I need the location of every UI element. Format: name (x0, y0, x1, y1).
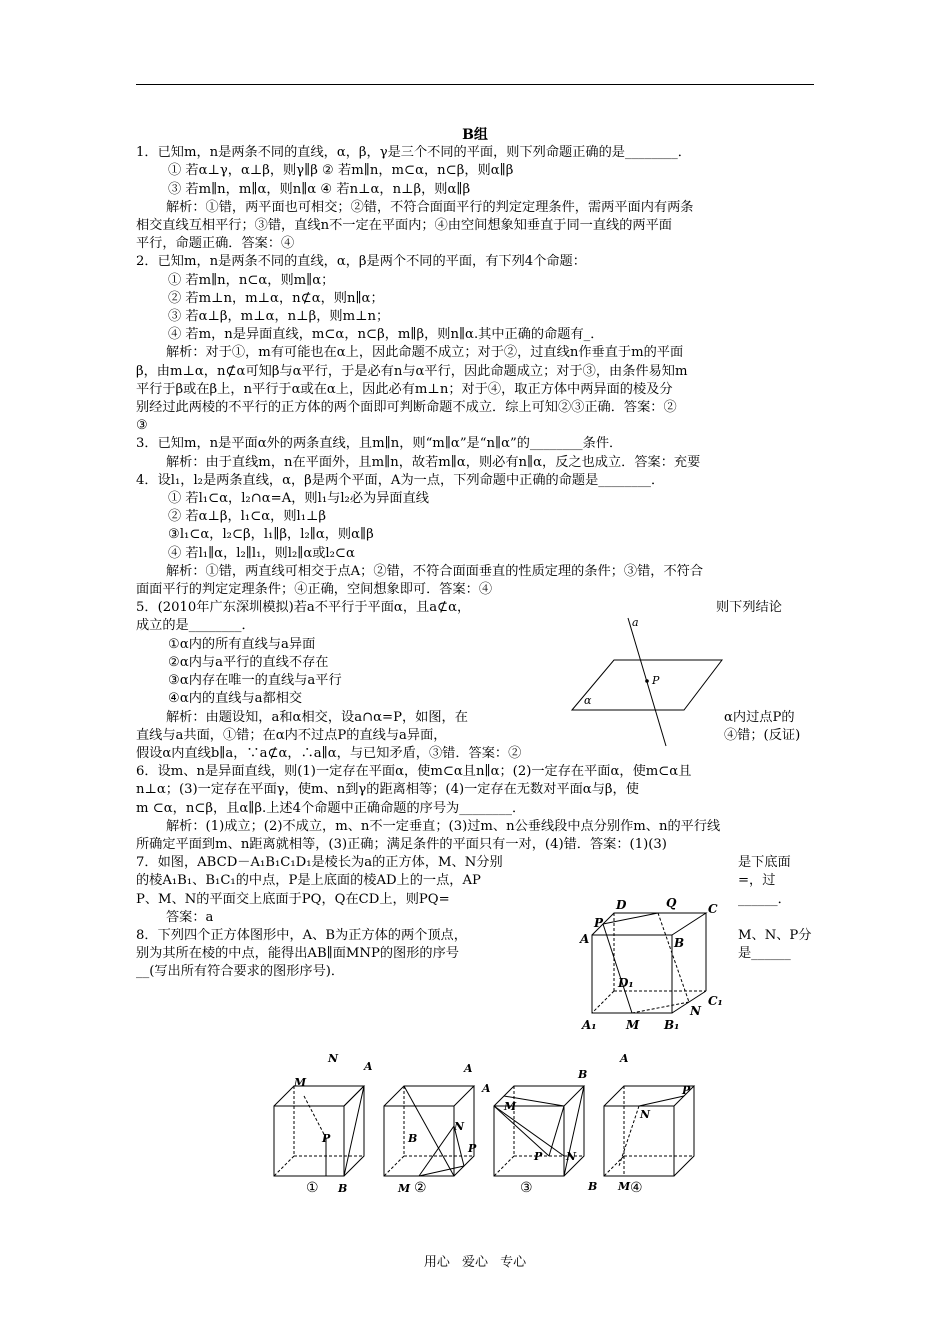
q7-stem-cont-1: 的棱A₁B₁、B₁C₁的中点，P是上底面的棱AD上的一点，AP =，过 (136, 873, 776, 889)
q5-option-4: ④α内的直线与a都相交 (168, 691, 303, 707)
cube4-label-b: B (588, 1180, 598, 1193)
label-d1: D₁ (618, 976, 634, 990)
label-a1: A₁ (582, 1018, 597, 1032)
cube3-label-a: A (482, 1082, 491, 1095)
cube4-label-p: P (682, 1084, 691, 1097)
label-n: N (690, 1004, 701, 1018)
cube2-label-a: A (464, 1062, 473, 1075)
document-body (136, 126, 814, 982)
label-alpha: α (584, 694, 592, 707)
q7-stem: 7．如图，ABCD－A₁B₁C₁D₁是棱长为a的正方体，M、N分别 是下底面 (136, 855, 791, 871)
footer-word-2: 爱心 (461, 1255, 488, 1270)
cube1-label-a: A (364, 1060, 373, 1073)
cube-number-1: ① (306, 1180, 319, 1196)
q5-analysis: 解析：由题设知，a和α相交，设a∩α=P，如图，在 α内过点P的 (166, 709, 795, 725)
footer-word-1: 用心 (423, 1255, 450, 1270)
q2-stem: 2．已知m，n是两条不同的直线，α，β是两个不同的平面，有下列4个命题： (136, 254, 586, 270)
q5-option-3: ③α内存在唯一的直线与a平行 (168, 673, 342, 689)
q4-option-3: ③l₁⊂α，l₂⊂β，l₁∥β，l₂∥α，则α∥β (168, 527, 374, 543)
q6-stem-cont-1: n⊥α；(3)一定存在平面γ，使m、n到γ的距离相等；(4)一定存在无数对平面α与β，使 (136, 782, 639, 798)
q6-stem: 6．设m、n是异面直线，则(1)一定存在平面α，使m⊂α且n∥α；(2)一定存在平面α，使m⊂α且 (136, 764, 692, 780)
q1-stem: 1．已知m，n是两条不同的直线，α，β，γ是三个不同的平面，则下列命题正确的是________． (136, 145, 691, 161)
label-c: C (708, 902, 718, 916)
q6-stem-cont-2: m ⊂α，n⊂β，且α∥β.上述4个命题中正确命题的序号为________． (136, 800, 526, 816)
q2-option-4: ④ 若m，n是异面直线，m⊂α，n⊂β，m∥β，则n∥α.其中正确的命题有_． (168, 327, 604, 343)
q4-option-1: ① 若l₁⊂α，l₂∩α=A，则l₁与l₂必为异面直线 (168, 491, 429, 507)
q1-options-b: ③ 若m∥n，m∥α，则n∥α ④ 若n⊥α，n⊥β，则α∥β (168, 181, 471, 197)
page-footer (0, 1251, 950, 1270)
q2-option-3: ③ 若α⊥β，m⊥α，n⊥β，则m⊥n； (168, 309, 390, 325)
cube2-label-b: B (408, 1132, 418, 1145)
footer-word-3: 专心 (500, 1255, 527, 1270)
cube2-label-n: N (454, 1120, 465, 1133)
cube-hidden-left-bottom (592, 991, 614, 1013)
q2-analysis: 解析：对于①，m有可能也在α上，因此命题不成立；对于②，过直线n作垂直于m的平面 (166, 345, 684, 361)
q3-analysis: 解析：由于直线m，n在平面外，且m∥n，故若m∥α，则必有n∥α，反之也成立．答案：充要 (166, 454, 701, 470)
cube4-label-a: A (620, 1052, 629, 1065)
label-d: D (616, 898, 627, 912)
four-cubes-figure (268, 1048, 708, 1196)
cube1-label-b: B (338, 1182, 348, 1195)
q5-option-2: ②α内与a平行的直线不存在 (168, 654, 329, 670)
q1-analysis-cont: 相交直线互相平行；③错，直线n不一定在平面内；④由空间想象知垂直于同一直线的两平面 (136, 218, 672, 234)
label-c1: C₁ (708, 994, 723, 1008)
label-p: P (652, 674, 660, 687)
cube3-label-n: N (566, 1150, 577, 1163)
cube4-label-m: M (618, 1180, 631, 1193)
q5-stem-cont: 成立的是________． (136, 618, 255, 634)
q5-analysis-cont: 直线与a共面，①错；在α内不过点P的直线与a异面， ④错；(反证) (136, 727, 801, 743)
q8-stem: 8．下列四个正方体图形中，A、B为正方体的两个顶点， M、N、P分 (136, 927, 812, 943)
q6-analysis-cont: 所确定平面到m、n距离就相等，(3)正确；满足条件的平面只有一对，(4)错．答案：(1)(3) (136, 836, 667, 852)
segment-pq (603, 913, 658, 924)
section-title: B组 (462, 127, 488, 143)
cube-number-3: ③ (520, 1180, 533, 1196)
q8-stem-end: __(写出所有符合要求的图形序号)． (136, 964, 345, 980)
cube-front-face (592, 935, 672, 1013)
cube-4 (604, 1086, 694, 1176)
cube-figure (578, 893, 728, 1035)
q2-option-2: ② 若m⊥n，m⊥α，n⊄α，则n∥α； (168, 290, 384, 306)
label-a: a (632, 616, 639, 629)
label-m: M (626, 1018, 640, 1032)
q4-stem: 4．设l₁，l₂是两条直线，α，β是两个平面，A为一点，下列命题中正确的命题是________． (136, 472, 665, 488)
q4-analysis: 解析：①错，两直线可相交于点A；②错，不符合面面垂直的性质定理的条件；③错，不符合 (166, 563, 704, 579)
segment-qn (658, 913, 689, 1002)
q4-option-2: ② 若α⊥β，l₁⊂α，则l₁⊥β (168, 509, 327, 525)
point-p-dot (645, 679, 649, 683)
q1-analysis: 解析：①错，两平面也可相交；②错，不符合面面平行的判定定理条件，需两平面内有两条 (166, 199, 694, 215)
q2-analysis-cont-3: 别经过此两棱的不平行的正方体的两个面即可判断命题不成立．综上可知②③正确．答案：② (136, 400, 677, 416)
cube-top-edges (592, 913, 706, 935)
header-rule (136, 84, 814, 85)
q2-analysis-cont-2: 平行于β或在β上，n平行于α或在α上，因此必有m⊥n；对于④，取正方体中两异面的棱及分 (136, 381, 673, 397)
q2-analysis-cont-1: β，由m⊥α，n⊄α可知β与α平行，于是必有n与α平行，因此命题成立；对于③，由条件易知m (136, 363, 688, 379)
cube2-label-m: M (398, 1182, 411, 1195)
cube2-label-p: P (468, 1142, 477, 1155)
q2-option-1: ① 若m∥n，n⊂α，则m∥α； (168, 272, 335, 288)
q7-stem-cont-2: P、M、N的平面交上底面于PQ，Q在CD上，则PQ= ______． (136, 891, 791, 907)
label-b: B (674, 936, 685, 950)
cube1-label-m: M (294, 1076, 307, 1089)
cube-number-4: ④ (630, 1180, 643, 1196)
plane-line-figure (566, 612, 726, 752)
label-q: Q (666, 896, 677, 910)
plane-alpha-shape (572, 660, 722, 710)
q2-answer-tail: ③ (136, 418, 148, 434)
cube1-label-n: N (328, 1052, 339, 1065)
q5-analysis-end: 假设α内直线b∥a，∵a⊄α，∴a∥α，与已知矛盾，③错．答案：② (136, 745, 522, 761)
q4-analysis-cont: 面面平行的判定定理条件；④正确，空间想象即可．答案：④ (136, 582, 493, 598)
q6-analysis: 解析：(1)成立；(2)不成立，m、n不一定垂直；(3)过m、n公垂线段中点分别作m、n的平行线 (166, 818, 721, 834)
q5-stem: 5．(2010年广东深圳模拟)若a不平行于平面α，且a⊄α， 则下列结论 (136, 600, 782, 616)
label-b1: B₁ (664, 1018, 680, 1032)
q1-answer: 平行，命题正确．答案：④ (136, 236, 295, 252)
segment-pm (603, 924, 632, 1013)
label-a: A (580, 932, 590, 946)
q8-stem-cont: 别为其所在棱的中点，能得出AB∥面MNP的图形的序号 是______ (136, 946, 791, 962)
cube-1 (274, 1086, 364, 1176)
q4-option-4: ④ 若l₁∥α，l₂∥l₁，则l₂∥α或l₂⊂α (168, 545, 355, 561)
cube1-label-p: P (322, 1132, 331, 1145)
cube3-label-m: M (504, 1100, 517, 1113)
q7-answer: 答案：a (166, 909, 214, 925)
cube3-label-p: P (534, 1150, 543, 1163)
q5-option-1: ①α内的所有直线与a异面 (168, 636, 316, 652)
q3-stem: 3．已知m，n是平面α外的两条直线，且m∥n，则“m∥α”是“n∥α”的________条件． (136, 436, 623, 452)
cube3-label-b: B (578, 1068, 588, 1081)
cube4-label-n: N (640, 1108, 651, 1121)
cube-number-2: ② (414, 1180, 427, 1196)
label-p: P (594, 916, 604, 930)
q1-options-a: ① 若α⊥γ，α⊥β，则γ∥β ② 若m∥n，m⊂α，n⊂β，则α∥β (168, 163, 514, 179)
